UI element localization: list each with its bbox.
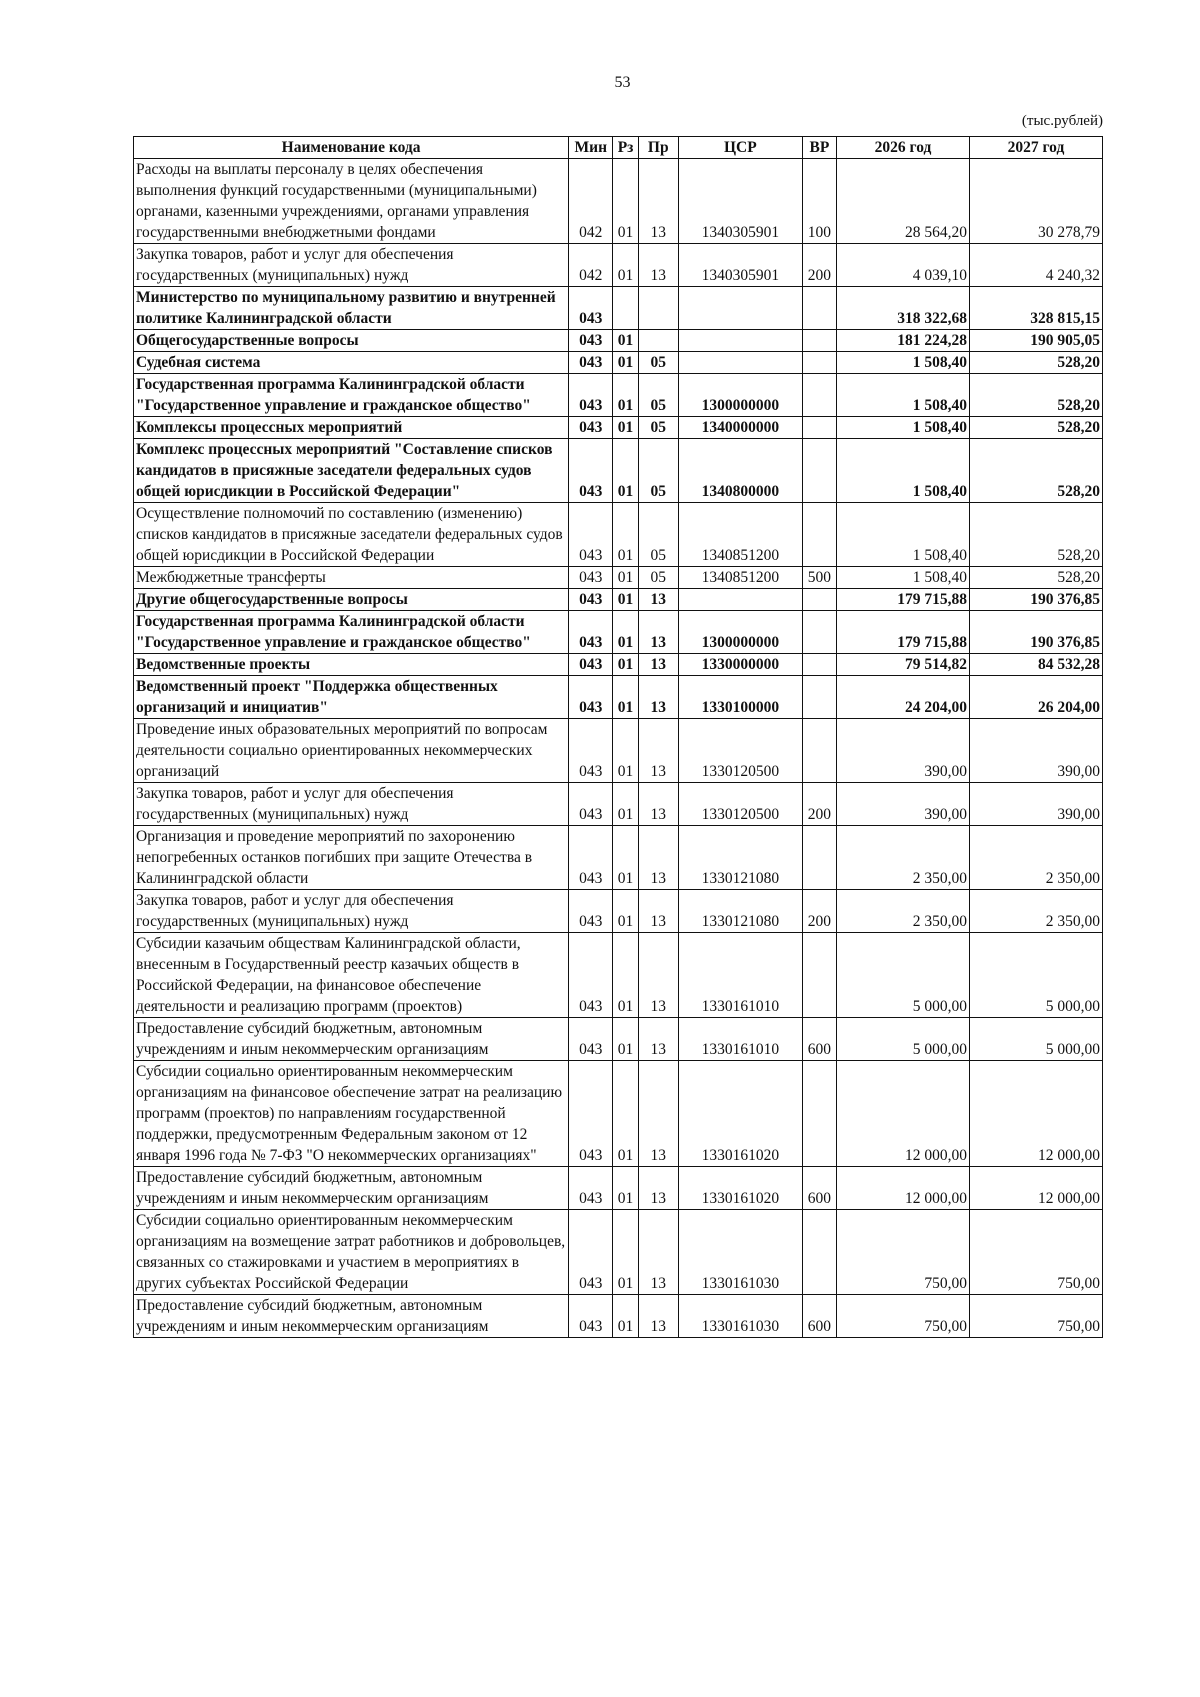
cell-2027: 190 905,05	[969, 330, 1102, 352]
cell-min: 043	[569, 890, 613, 933]
cell-min: 043	[569, 719, 613, 783]
cell-csr: 1330120500	[678, 783, 802, 826]
cell-csr: 1330161020	[678, 1167, 802, 1210]
cell-rz: 01	[613, 244, 638, 287]
cell-rz: 01	[613, 159, 638, 244]
cell-2026: 750,00	[837, 1210, 970, 1295]
cell-rz: 01	[613, 567, 638, 589]
cell-min: 043	[569, 1018, 613, 1061]
cell-2026: 12 000,00	[837, 1061, 970, 1167]
table-row	[134, 1295, 1103, 1338]
cell-rz: 01	[613, 611, 638, 654]
cell-pr: 13	[638, 826, 678, 890]
cell-vr	[802, 719, 836, 783]
cell-2026: 318 322,68	[837, 287, 970, 330]
cell-min: 043	[569, 287, 613, 330]
table-row	[134, 783, 1103, 826]
cell-2027: 528,20	[969, 374, 1102, 417]
table-row	[134, 826, 1103, 890]
cell-2026: 2 350,00	[837, 890, 970, 933]
cell-pr: 13	[638, 933, 678, 1018]
cell-2026: 2 350,00	[837, 826, 970, 890]
cell-2027: 528,20	[969, 352, 1102, 374]
cell-csr: 1300000000	[678, 611, 802, 654]
cell-name: Субсидии социально ориентированным некоммерческим организациям на возмещение затрат работников и добровольцев, связанных со стажировками и участием в мероприятиях в других субъектах Российской Федерации	[134, 1210, 569, 1295]
cell-name: Проведение иных образовательных мероприятий по вопросам деятельности социально ориентированных некоммерческих организаций	[134, 719, 569, 783]
cell-min: 043	[569, 611, 613, 654]
cell-pr: 05	[638, 374, 678, 417]
cell-2026: 390,00	[837, 719, 970, 783]
cell-name: Субсидии казачьим обществам Калининградской области, внесенным в Государственный реестр казачьих обществ в Российской Федерации, на финансовое обеспечение деятельности и реализацию программ (проектов)	[134, 933, 569, 1018]
cell-name: Осуществление полномочий по составлению (изменению) списков кандидатов в присяжные заседатели федеральных судов общей юрисдикции в Российской Федерации	[134, 503, 569, 567]
cell-vr	[802, 611, 836, 654]
cell-2026: 179 715,88	[837, 611, 970, 654]
cell-min: 043	[569, 567, 613, 589]
cell-2027: 390,00	[969, 719, 1102, 783]
cell-rz: 01	[613, 1295, 638, 1338]
cell-pr: 05	[638, 503, 678, 567]
cell-csr: 1330121080	[678, 890, 802, 933]
cell-vr	[802, 503, 836, 567]
cell-name: Субсидии социально ориентированным некоммерческим организациям на финансовое обеспечение затрат на реализацию программ (проектов) по направлениям государственной поддержки, предусмотренным Федеральным законом от 12 января 1996 года № 7-ФЗ "О некоммерческих организациях"	[134, 1061, 569, 1167]
cell-rz: 01	[613, 417, 638, 439]
cell-name: Министерство по муниципальному развитию и внутренней политике Калининградской области	[134, 287, 569, 330]
cell-csr	[678, 589, 802, 611]
cell-2026: 1 508,40	[837, 503, 970, 567]
header-2026: 2026 год	[837, 137, 970, 159]
cell-2027: 190 376,85	[969, 589, 1102, 611]
cell-pr: 13	[638, 1295, 678, 1338]
cell-pr: 13	[638, 611, 678, 654]
cell-min: 043	[569, 1210, 613, 1295]
cell-csr: 1300000000	[678, 374, 802, 417]
cell-rz: 01	[613, 1061, 638, 1167]
cell-vr	[802, 439, 836, 503]
cell-name: Закупка товаров, работ и услуг для обеспечения государственных (муниципальных) нужд	[134, 783, 569, 826]
header-vr: ВР	[802, 137, 836, 159]
cell-vr	[802, 1061, 836, 1167]
cell-vr	[802, 589, 836, 611]
cell-2027: 84 532,28	[969, 654, 1102, 676]
cell-csr: 1340305901	[678, 244, 802, 287]
cell-name: Комплекс процессных мероприятий "Составление списков кандидатов в присяжные заседатели федеральных судов общей юрисдикции в Российской Федерации"	[134, 439, 569, 503]
header-csr: ЦСР	[678, 137, 802, 159]
cell-2027: 12 000,00	[969, 1061, 1102, 1167]
cell-pr	[638, 330, 678, 352]
cell-vr: 500	[802, 567, 836, 589]
cell-2026: 1 508,40	[837, 567, 970, 589]
table-row	[134, 330, 1103, 352]
cell-csr: 1340851200	[678, 567, 802, 589]
cell-csr: 1330120500	[678, 719, 802, 783]
table-row	[134, 567, 1103, 589]
cell-csr	[678, 330, 802, 352]
cell-2026: 390,00	[837, 783, 970, 826]
cell-2027: 5 000,00	[969, 1018, 1102, 1061]
table-row	[134, 287, 1103, 330]
cell-vr	[802, 352, 836, 374]
table-row	[134, 654, 1103, 676]
cell-pr: 05	[638, 417, 678, 439]
cell-rz: 01	[613, 1210, 638, 1295]
cell-2027: 528,20	[969, 567, 1102, 589]
cell-vr: 600	[802, 1018, 836, 1061]
cell-name: Ведомственный проект "Поддержка общественных организаций и инициатив"	[134, 676, 569, 719]
cell-pr: 13	[638, 1210, 678, 1295]
cell-name: Организация и проведение мероприятий по захоронению непогребенных останков погибших при защите Отечества в Калининградской области	[134, 826, 569, 890]
cell-rz: 01	[613, 374, 638, 417]
cell-min: 043	[569, 417, 613, 439]
cell-pr: 13	[638, 654, 678, 676]
cell-name: Закупка товаров, работ и услуг для обеспечения государственных (муниципальных) нужд	[134, 244, 569, 287]
cell-name: Ведомственные проекты	[134, 654, 569, 676]
table-row	[134, 1210, 1103, 1295]
cell-vr	[802, 1210, 836, 1295]
cell-2027: 5 000,00	[969, 933, 1102, 1018]
cell-2026: 1 508,40	[837, 439, 970, 503]
cell-min: 043	[569, 330, 613, 352]
cell-rz: 01	[613, 503, 638, 567]
cell-vr	[802, 374, 836, 417]
cell-name: Государственная программа Калининградской области "Государственное управление и гражданское общество"	[134, 611, 569, 654]
cell-csr: 1330000000	[678, 654, 802, 676]
cell-vr	[802, 287, 836, 330]
cell-2026: 5 000,00	[837, 1018, 970, 1061]
cell-2027: 750,00	[969, 1295, 1102, 1338]
table-row	[134, 676, 1103, 719]
cell-pr: 13	[638, 1061, 678, 1167]
table-row	[134, 1018, 1103, 1061]
cell-2026: 5 000,00	[837, 933, 970, 1018]
cell-pr: 05	[638, 352, 678, 374]
cell-2026: 181 224,28	[837, 330, 970, 352]
cell-csr: 1340305901	[678, 159, 802, 244]
cell-csr: 1340800000	[678, 439, 802, 503]
cell-name: Предоставление субсидий бюджетным, автономным учреждениям и иным некоммерческим организациям	[134, 1295, 569, 1338]
table-body	[134, 159, 1103, 1338]
header-min: Мин	[569, 137, 613, 159]
cell-pr: 13	[638, 783, 678, 826]
cell-2027: 528,20	[969, 503, 1102, 567]
budget-table	[133, 136, 1103, 1338]
table-header-row	[134, 137, 1103, 159]
cell-min: 043	[569, 933, 613, 1018]
cell-csr: 1330161020	[678, 1061, 802, 1167]
header-pr: Пр	[638, 137, 678, 159]
cell-vr: 100	[802, 159, 836, 244]
cell-2027: 328 815,15	[969, 287, 1102, 330]
cell-csr: 1330161010	[678, 933, 802, 1018]
table-row	[134, 244, 1103, 287]
cell-min: 043	[569, 783, 613, 826]
cell-rz: 01	[613, 439, 638, 503]
cell-csr	[678, 352, 802, 374]
cell-vr: 600	[802, 1167, 836, 1210]
page-number: 53	[614, 74, 631, 91]
cell-pr: 13	[638, 1167, 678, 1210]
cell-csr: 1330161030	[678, 1295, 802, 1338]
table-row	[134, 589, 1103, 611]
table-row	[134, 890, 1103, 933]
cell-vr	[802, 676, 836, 719]
cell-rz: 01	[613, 890, 638, 933]
cell-min: 043	[569, 1295, 613, 1338]
cell-csr	[678, 287, 802, 330]
cell-min: 043	[569, 826, 613, 890]
cell-csr: 1330121080	[678, 826, 802, 890]
cell-2026: 12 000,00	[837, 1167, 970, 1210]
cell-2026: 750,00	[837, 1295, 970, 1338]
cell-2026: 1 508,40	[837, 417, 970, 439]
cell-2027: 190 376,85	[969, 611, 1102, 654]
cell-pr: 13	[638, 159, 678, 244]
table-row	[134, 1061, 1103, 1167]
cell-csr: 1330161030	[678, 1210, 802, 1295]
cell-min: 043	[569, 676, 613, 719]
cell-pr: 13	[638, 890, 678, 933]
cell-2026: 28 564,20	[837, 159, 970, 244]
cell-min: 043	[569, 1167, 613, 1210]
cell-rz: 01	[613, 589, 638, 611]
cell-2026: 79 514,82	[837, 654, 970, 676]
cell-vr	[802, 933, 836, 1018]
cell-min: 043	[569, 352, 613, 374]
cell-2026: 24 204,00	[837, 676, 970, 719]
cell-pr: 05	[638, 439, 678, 503]
cell-vr	[802, 826, 836, 890]
cell-pr: 13	[638, 719, 678, 783]
cell-rz: 01	[613, 933, 638, 1018]
cell-2027: 528,20	[969, 417, 1102, 439]
table-row	[134, 1167, 1103, 1210]
cell-name: Расходы на выплаты персоналу в целях обеспечения выполнения функций государственными (муниципальными) органами, казенными учреждениями, органами управления государственными внебюджетными фондами	[134, 159, 569, 244]
table-row	[134, 374, 1103, 417]
cell-2027: 26 204,00	[969, 676, 1102, 719]
cell-vr	[802, 417, 836, 439]
cell-name: Комплексы процессных мероприятий	[134, 417, 569, 439]
cell-vr: 200	[802, 244, 836, 287]
cell-2026: 1 508,40	[837, 374, 970, 417]
cell-pr: 05	[638, 567, 678, 589]
cell-min: 043	[569, 589, 613, 611]
cell-name: Общегосударственные вопросы	[134, 330, 569, 352]
cell-rz: 01	[613, 352, 638, 374]
cell-vr	[802, 330, 836, 352]
table-row	[134, 503, 1103, 567]
cell-pr: 13	[638, 1018, 678, 1061]
cell-name: Судебная система	[134, 352, 569, 374]
cell-2027: 30 278,79	[969, 159, 1102, 244]
table-row	[134, 719, 1103, 783]
cell-rz	[613, 287, 638, 330]
cell-name: Другие общегосударственные вопросы	[134, 589, 569, 611]
cell-pr: 13	[638, 589, 678, 611]
cell-name: Предоставление субсидий бюджетным, автономным учреждениям и иным некоммерческим организациям	[134, 1167, 569, 1210]
table-row	[134, 352, 1103, 374]
units-label: (тыс.рублей)	[1021, 113, 1103, 129]
table-row	[134, 417, 1103, 439]
cell-min: 043	[569, 503, 613, 567]
cell-min: 043	[569, 374, 613, 417]
cell-rz: 01	[613, 1018, 638, 1061]
cell-csr: 1340000000	[678, 417, 802, 439]
table-row	[134, 933, 1103, 1018]
cell-rz: 01	[613, 330, 638, 352]
cell-min: 042	[569, 244, 613, 287]
cell-min: 043	[569, 654, 613, 676]
cell-2027: 12 000,00	[969, 1167, 1102, 1210]
cell-name: Закупка товаров, работ и услуг для обеспечения государственных (муниципальных) нужд	[134, 890, 569, 933]
cell-min: 043	[569, 439, 613, 503]
cell-2027: 2 350,00	[969, 826, 1102, 890]
cell-min: 042	[569, 159, 613, 244]
cell-2026: 1 508,40	[837, 352, 970, 374]
table-row	[134, 439, 1103, 503]
table-row	[134, 159, 1103, 244]
cell-min: 043	[569, 1061, 613, 1167]
cell-vr: 200	[802, 890, 836, 933]
cell-2027: 2 350,00	[969, 890, 1102, 933]
cell-2027: 390,00	[969, 783, 1102, 826]
cell-2026: 4 039,10	[837, 244, 970, 287]
cell-pr	[638, 287, 678, 330]
cell-2027: 4 240,32	[969, 244, 1102, 287]
cell-rz: 01	[613, 676, 638, 719]
table-row	[134, 611, 1103, 654]
cell-name: Государственная программа Калининградской области "Государственное управление и гражданское общество"	[134, 374, 569, 417]
cell-2027: 528,20	[969, 439, 1102, 503]
cell-pr: 13	[638, 244, 678, 287]
header-2027: 2027 год	[969, 137, 1102, 159]
cell-rz: 01	[613, 654, 638, 676]
cell-name: Предоставление субсидий бюджетным, автономным учреждениям и иным некоммерческим организациям	[134, 1018, 569, 1061]
header-name: Наименование кода	[134, 137, 569, 159]
cell-rz: 01	[613, 719, 638, 783]
cell-pr: 13	[638, 676, 678, 719]
cell-vr: 200	[802, 783, 836, 826]
cell-csr: 1340851200	[678, 503, 802, 567]
cell-rz: 01	[613, 826, 638, 890]
cell-rz: 01	[613, 1167, 638, 1210]
header-rz: Рз	[613, 137, 638, 159]
cell-csr: 1330161010	[678, 1018, 802, 1061]
cell-2026: 179 715,88	[837, 589, 970, 611]
cell-csr: 1330100000	[678, 676, 802, 719]
cell-rz: 01	[613, 783, 638, 826]
cell-name: Межбюджетные трансферты	[134, 567, 569, 589]
cell-2027: 750,00	[969, 1210, 1102, 1295]
cell-vr	[802, 654, 836, 676]
cell-vr: 600	[802, 1295, 836, 1338]
